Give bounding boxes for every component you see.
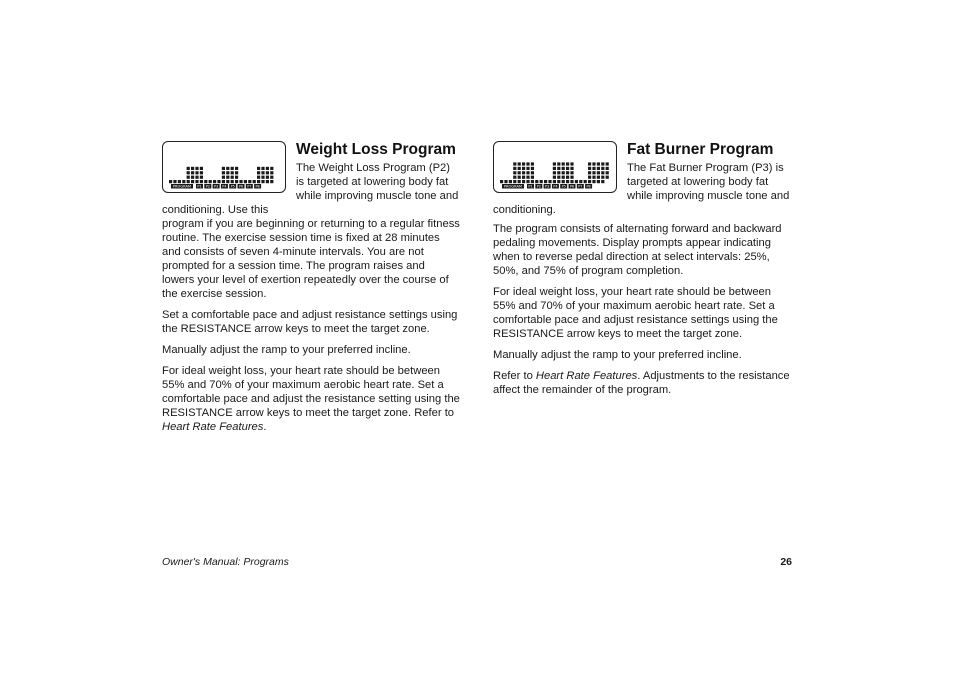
lcd-program-label: PROGRAM (172, 184, 192, 189)
lcd-segment-label: P2 (536, 184, 541, 189)
lcd-segment-label: P3 (213, 184, 219, 189)
lcd-segment-label: P4 (553, 184, 558, 189)
lcd-segment-label: P8 (586, 184, 591, 189)
lcd-segment-label: P5 (230, 184, 235, 189)
page-number: 26 (780, 556, 792, 568)
fat-burner-title: Fat Burner Program (627, 141, 774, 158)
program-profile-display-icon (162, 141, 286, 193)
lcd-profile-graphic (494, 142, 618, 194)
lcd-segment-label: P8 (255, 184, 260, 189)
fat-burner-intro: The Fat Burner Program (P3) is targeted at lowering body fat while improving muscle tone and conditioning. (493, 162, 790, 216)
fat-burner-refer-paragraph (493, 369, 791, 397)
fat-burner-ramp-paragraph: Manually adjust the ramp to your preferred incline. (493, 349, 742, 361)
footer-section-label: Owner's Manual: Programs (162, 556, 289, 568)
weight-loss-ramp-paragraph: Manually adjust the ramp to your preferred incline. (162, 344, 411, 356)
refer-text: Refer to (493, 370, 536, 382)
lcd-segment-label: P7 (578, 184, 583, 189)
lcd-segment-label: P5 (561, 184, 566, 189)
lcd-segment-label: P4 (222, 184, 227, 189)
fat-burner-heart-rate-paragraph: For ideal weight loss, your heart rate should be between 55% and 70% of your maximum aerobic heart rate. Set a comfortable pace and adjust resistance settings using the RESISTANCE arrow keys to meet the target zone. (493, 286, 778, 340)
weight-loss-title: Weight Loss Program (296, 141, 456, 158)
lcd-segment-label: P7 (247, 184, 252, 189)
lcd-segment-label: P2 (205, 184, 210, 189)
weight-loss-resistance-paragraph: Set a comfortable pace and adjust resistance settings using the RESISTANCE arrow keys to meet the target zone. (162, 309, 458, 335)
lcd-program-label: PROGRAM (503, 184, 523, 189)
lcd-segment-label: P1 (528, 184, 533, 189)
heart-rate-text: For ideal weight loss, your heart rate should be between 55% and 70% of your maximum aerobic heart rate. Set a comfortable pace and adjust the resistance setting using the RESISTANCE arrow keys to meet the target zone. Refer to (162, 365, 460, 419)
weight-loss-intro-continued: program if you are beginning or returning to a regular fitness routine. The exercise session time is fixed at 28 minutes and consists of seven 4-minute intervals. You are not prompted for a session time. The program raises and lowers your level of exertion repeatedly over the course of the exercise session. (162, 218, 460, 300)
program-profile-display-icon (493, 141, 617, 193)
lcd-segment-label: P6 (238, 184, 244, 189)
heart-rate-features-reference: Heart Rate Features (162, 421, 264, 433)
weight-loss-section (162, 140, 460, 441)
lcd-segment-label: P6 (569, 184, 575, 189)
weight-loss-intro: The Weight Loss Program (P2) is targeted at lowering body fat while improving muscle tone and conditioning. Use this (162, 162, 459, 216)
weight-loss-heart-rate-paragraph (162, 364, 460, 434)
lcd-segment-label: P1 (197, 184, 202, 189)
fat-burner-pedaling-paragraph: The program consists of alternating forward and backward pedaling movements. Display prompts appear indicating when to reverse pedal direction at select intervals: 25%, 50%, and 75% of program completion. (493, 223, 782, 277)
lcd-segment-label: P3 (544, 184, 550, 189)
fat-burner-section (493, 140, 791, 404)
refer-text-end: . Adjustments to the resistance affect the remainder of the program. (493, 370, 790, 396)
heart-rate-text-end: . (263, 421, 267, 433)
lcd-profile-graphic (163, 142, 287, 194)
heart-rate-features-reference: Heart Rate Features (535, 370, 638, 382)
